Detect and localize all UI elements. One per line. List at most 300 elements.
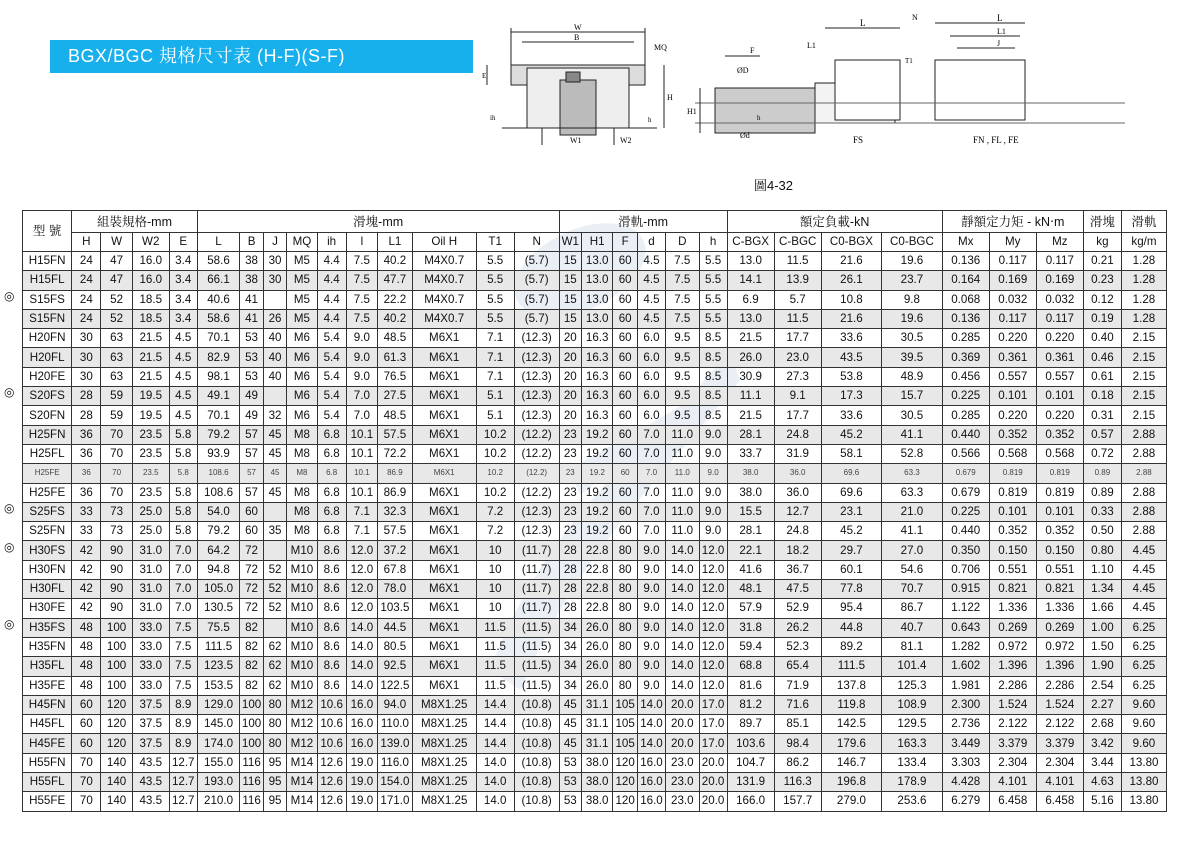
- table-cell: 7.5: [169, 637, 197, 656]
- table-cell: M6X1: [412, 502, 476, 521]
- table-cell: 12.0: [699, 676, 727, 695]
- table-cell: 0.285: [942, 406, 989, 425]
- table-cell: 16.3: [581, 367, 612, 386]
- table-cell: 26.0: [727, 348, 774, 367]
- table-cell: 163.3: [882, 734, 943, 753]
- model-cell: H25FE: [23, 464, 72, 483]
- table-cell: 82: [240, 637, 264, 656]
- table-cell: 23: [559, 464, 581, 483]
- table-cell: M4X0.7: [412, 290, 476, 309]
- table-cell: 8.6: [317, 599, 346, 618]
- table-cell: 13.80: [1121, 773, 1166, 792]
- table-cell: 1.00: [1083, 618, 1121, 637]
- table-cell: 1.122: [942, 599, 989, 618]
- table-cell: 4.5: [637, 309, 665, 328]
- table-cell: 72: [240, 541, 264, 560]
- model-cell: H45FN: [23, 695, 72, 714]
- table-cell: (11.5): [514, 657, 559, 676]
- table-cell: 57: [240, 444, 264, 463]
- column-header: kg: [1083, 233, 1121, 252]
- table-cell: 3.42: [1083, 734, 1121, 753]
- table-row: [23, 637, 1167, 656]
- table-cell: 14.0: [665, 637, 699, 656]
- table-cell: 0.440: [942, 425, 989, 444]
- table-cell: 23: [559, 444, 581, 463]
- table-cell: (10.8): [514, 715, 559, 734]
- table-cell: 42: [72, 599, 101, 618]
- table-cell: 2.54: [1083, 676, 1121, 695]
- table-cell: 33: [72, 522, 101, 541]
- table-cell: 22.8: [581, 541, 612, 560]
- table-cell: 66.1: [197, 271, 240, 290]
- column-header: Mz: [1036, 233, 1083, 252]
- table-row: [23, 464, 1167, 483]
- table-cell: (5.7): [514, 252, 559, 271]
- column-header: C-BGX: [727, 233, 774, 252]
- table-cell: 52.3: [774, 637, 821, 656]
- table-cell: 9.0: [637, 618, 665, 637]
- table-cell: 60: [72, 695, 101, 714]
- table-cell: 2.304: [1036, 753, 1083, 772]
- table-cell: 69.6: [821, 483, 881, 502]
- label-FN-FL-FE: FN , FL , FE: [973, 135, 1019, 145]
- table-cell: 19.0: [346, 792, 377, 811]
- table-cell: 53: [559, 792, 581, 811]
- table-cell: 23.0: [665, 753, 699, 772]
- table-cell: 116.3: [774, 773, 821, 792]
- table-cell: 10.2: [476, 464, 514, 483]
- table-cell: 10: [476, 541, 514, 560]
- table-cell: 20: [559, 387, 581, 406]
- table-cell: 60: [613, 464, 638, 483]
- table-cell: 22.1: [727, 541, 774, 560]
- table-cell: 23.0: [665, 773, 699, 792]
- table-cell: 7.0: [346, 387, 377, 406]
- table-cell: 4.4: [317, 252, 346, 271]
- table-cell: 70: [101, 464, 132, 483]
- table-cell: M10: [287, 618, 317, 637]
- table-cell: 62: [263, 676, 287, 695]
- table-cell: 0.350: [942, 541, 989, 560]
- table-cell: 0.706: [942, 560, 989, 579]
- table-cell: 33.0: [132, 637, 169, 656]
- table-cell: 7.0: [637, 425, 665, 444]
- table-cell: M8: [287, 483, 317, 502]
- table-cell: M6X1: [412, 329, 476, 348]
- table-cell: 6.25: [1121, 618, 1166, 637]
- table-cell: 34: [559, 637, 581, 656]
- table-cell: 1.28: [1121, 290, 1166, 309]
- table-cell: 80: [613, 580, 638, 599]
- column-header: h: [699, 233, 727, 252]
- table-cell: 11.5: [476, 657, 514, 676]
- model-cell: S15FN: [23, 309, 72, 328]
- table-cell: 105: [613, 695, 638, 714]
- table-cell: 23.0: [665, 792, 699, 811]
- table-cell: 80: [263, 715, 287, 734]
- table-cell: 59: [101, 387, 132, 406]
- table-cell: 7.5: [169, 618, 197, 637]
- table-cell: 17.3: [821, 387, 881, 406]
- table-cell: (10.8): [514, 792, 559, 811]
- table-cell: M6X1: [412, 444, 476, 463]
- table-cell: 5.1: [476, 387, 514, 406]
- table-cell: 0.101: [1036, 502, 1083, 521]
- table-cell: 0.220: [989, 406, 1036, 425]
- table-cell: 80: [613, 599, 638, 618]
- table-cell: 86.9: [378, 483, 413, 502]
- table-cell: M8X1.25: [412, 792, 476, 811]
- model-cell: H45FL: [23, 715, 72, 734]
- page-title: BGX/BGC 規格尺寸表 (H-F)(S-F): [50, 40, 473, 73]
- table-cell: 0.352: [1036, 522, 1083, 541]
- table-cell: 30: [263, 271, 287, 290]
- table-cell: 12.0: [346, 580, 377, 599]
- table-cell: 16.0: [346, 734, 377, 753]
- table-cell: 38: [240, 271, 264, 290]
- dim-label-T1: T1: [905, 57, 913, 65]
- table-cell: 19.5: [132, 387, 169, 406]
- table-cell: 0.220: [989, 329, 1036, 348]
- table-cell: 17.0: [699, 734, 727, 753]
- table-cell: 100: [240, 715, 264, 734]
- table-cell: 38.0: [581, 773, 612, 792]
- dim-label-L1-right: L1: [997, 27, 1006, 36]
- table-cell: 20.0: [665, 734, 699, 753]
- table-cell: [263, 541, 287, 560]
- table-cell: M6X1: [412, 657, 476, 676]
- table-cell: (12.3): [514, 387, 559, 406]
- table-cell: 6.0: [637, 367, 665, 386]
- table-cell: 2.88: [1121, 522, 1166, 541]
- table-cell: 6.279: [942, 792, 989, 811]
- table-cell: 22.8: [581, 599, 612, 618]
- table-cell: 0.819: [989, 483, 1036, 502]
- table-cell: 28: [559, 560, 581, 579]
- table-cell: 10.6: [317, 695, 346, 714]
- table-cell: M8X1.25: [412, 753, 476, 772]
- table-cell: 0.46: [1083, 348, 1121, 367]
- table-cell: 4.45: [1121, 560, 1166, 579]
- table-cell: 0.557: [1036, 367, 1083, 386]
- table-cell: 0.225: [942, 387, 989, 406]
- table-cell: 5.5: [699, 290, 727, 309]
- table-row: [23, 580, 1167, 599]
- table-cell: 9.5: [665, 367, 699, 386]
- dim-label-MQ: MQ: [654, 43, 667, 52]
- table-cell: 64.2: [197, 541, 240, 560]
- table-cell: 44.5: [378, 618, 413, 637]
- table-cell: 82.9: [197, 348, 240, 367]
- table-cell: 41: [240, 309, 264, 328]
- table-cell: 8.6: [317, 676, 346, 695]
- table-cell: 16.0: [346, 695, 377, 714]
- table-row: [23, 367, 1167, 386]
- table-cell: 16.0: [637, 753, 665, 772]
- table-cell: M6: [287, 329, 317, 348]
- table-cell: 0.89: [1083, 483, 1121, 502]
- table-cell: 0.821: [1036, 580, 1083, 599]
- table-cell: 92.5: [378, 657, 413, 676]
- table-cell: 196.8: [821, 773, 881, 792]
- table-cell: 35: [263, 522, 287, 541]
- table-cell: 0.150: [1036, 541, 1083, 560]
- table-cell: 18.5: [132, 309, 169, 328]
- table-cell: 52: [101, 290, 132, 309]
- table-cell: 119.8: [821, 695, 881, 714]
- table-cell: 4.5: [637, 290, 665, 309]
- table-cell: 14.1: [727, 271, 774, 290]
- table-row: [23, 329, 1167, 348]
- table-cell: 86.2: [774, 753, 821, 772]
- table-cell: 2.88: [1121, 425, 1166, 444]
- table-row: [23, 657, 1167, 676]
- column-header: W: [101, 233, 132, 252]
- table-cell: 110.0: [378, 715, 413, 734]
- table-cell: 15.5: [727, 502, 774, 521]
- table-cell: 81.6: [727, 676, 774, 695]
- column-header: kg/m: [1121, 233, 1166, 252]
- table-cell: 24.8: [774, 522, 821, 541]
- table-cell: 103.5: [378, 599, 413, 618]
- table-cell: 0.101: [989, 502, 1036, 521]
- table-cell: 14.0: [665, 541, 699, 560]
- header-load: 額定負載-kN: [727, 211, 942, 233]
- table-cell: 0.136: [942, 309, 989, 328]
- table-cell: 0.032: [1036, 290, 1083, 309]
- model-cell: H35FE: [23, 676, 72, 695]
- table-cell: 122.5: [378, 676, 413, 695]
- table-cell: 10.6: [317, 734, 346, 753]
- table-cell: 41.1: [882, 522, 943, 541]
- table-row: [23, 483, 1167, 502]
- table-cell: 3.4: [169, 271, 197, 290]
- table-cell: 9.0: [637, 676, 665, 695]
- table-cell: 13.0: [581, 290, 612, 309]
- table-cell: 26.0: [581, 637, 612, 656]
- table-cell: 44.8: [821, 618, 881, 637]
- table-cell: 23.5: [132, 483, 169, 502]
- table-cell: 1.34: [1083, 580, 1121, 599]
- table-cell: 49: [240, 406, 264, 425]
- table-cell: 43.5: [132, 753, 169, 772]
- table-cell: 12.0: [699, 637, 727, 656]
- table-cell: 48.9: [882, 367, 943, 386]
- table-cell: 20.0: [699, 792, 727, 811]
- table-cell: M6: [287, 406, 317, 425]
- table-cell: 52: [263, 599, 287, 618]
- table-cell: 82: [240, 657, 264, 676]
- table-cell: 9.0: [637, 541, 665, 560]
- table-cell: 60: [613, 425, 638, 444]
- table-cell: 4.5: [169, 367, 197, 386]
- table-cell: [263, 387, 287, 406]
- table-cell: 5.5: [476, 290, 514, 309]
- table-cell: 28: [72, 387, 101, 406]
- table-cell: 78.0: [378, 580, 413, 599]
- table-cell: 30.9: [727, 367, 774, 386]
- table-cell: 36: [72, 425, 101, 444]
- table-cell: 12.0: [346, 541, 377, 560]
- table-cell: 26.0: [581, 618, 612, 637]
- table-cell: M5: [287, 290, 317, 309]
- table-cell: (5.7): [514, 290, 559, 309]
- table-cell: 12.0: [699, 541, 727, 560]
- dim-label-W: W: [574, 23, 582, 32]
- table-row: [23, 309, 1167, 328]
- table-cell: 24: [72, 290, 101, 309]
- table-cell: 90: [101, 560, 132, 579]
- table-cell: 59.4: [727, 637, 774, 656]
- table-cell: 10: [476, 580, 514, 599]
- table-cell: 60: [613, 406, 638, 425]
- table-cell: 11.0: [665, 483, 699, 502]
- table-cell: 6.458: [1036, 792, 1083, 811]
- table-cell: 16.3: [581, 387, 612, 406]
- table-cell: 31.0: [132, 560, 169, 579]
- table-cell: 28.1: [727, 522, 774, 541]
- table-cell: 40: [263, 348, 287, 367]
- table-cell: 16.0: [132, 271, 169, 290]
- table-cell: 0.220: [1036, 406, 1083, 425]
- table-cell: 100: [101, 676, 132, 695]
- table-cell: 72.2: [378, 444, 413, 463]
- table-cell: M6X1: [412, 618, 476, 637]
- table-cell: 2.88: [1121, 483, 1166, 502]
- table-cell: 1.981: [942, 676, 989, 695]
- table-cell: 16.3: [581, 348, 612, 367]
- table-cell: 45: [559, 715, 581, 734]
- table-cell: (10.8): [514, 773, 559, 792]
- short-block-mark: ◎: [4, 616, 15, 631]
- table-cell: M6X1: [412, 522, 476, 541]
- table-cell: 95: [263, 773, 287, 792]
- dim-label-L1: L1: [807, 41, 816, 50]
- table-cell: 52: [263, 580, 287, 599]
- table-cell: 100: [240, 734, 264, 753]
- table-cell: 8.5: [699, 387, 727, 406]
- table-cell: 21.0: [882, 502, 943, 521]
- table-cell: 1.28: [1121, 271, 1166, 290]
- table-cell: 1.336: [1036, 599, 1083, 618]
- table-cell: 108.6: [197, 464, 240, 483]
- table-cell: 48.1: [727, 580, 774, 599]
- table-cell: [263, 618, 287, 637]
- table-cell: 116: [240, 773, 264, 792]
- table-cell: 4.45: [1121, 541, 1166, 560]
- table-cell: 9.0: [637, 637, 665, 656]
- model-cell: H20FE: [23, 367, 72, 386]
- table-cell: 73: [101, 522, 132, 541]
- column-header: Mx: [942, 233, 989, 252]
- table-cell: 7.0: [169, 541, 197, 560]
- table-cell: 7.5: [665, 309, 699, 328]
- table-cell: (11.5): [514, 618, 559, 637]
- model-cell: H25FL: [23, 444, 72, 463]
- table-cell: 38.0: [727, 464, 774, 483]
- table-cell: 5.4: [317, 329, 346, 348]
- table-cell: 38.0: [581, 753, 612, 772]
- table-cell: 33.6: [821, 406, 881, 425]
- table-cell: M10: [287, 599, 317, 618]
- table-cell: 57.5: [378, 522, 413, 541]
- figure-caption: 圖4-32: [754, 178, 794, 193]
- table-cell: 0.269: [1036, 618, 1083, 637]
- table-cell: 4.5: [169, 348, 197, 367]
- column-header: B: [240, 233, 264, 252]
- table-cell: 2.88: [1121, 444, 1166, 463]
- table-cell: 0.819: [989, 464, 1036, 483]
- table-cell: 33: [72, 502, 101, 521]
- table-cell: (12.2): [514, 444, 559, 463]
- table-cell: 8.6: [317, 657, 346, 676]
- table-cell: 49: [240, 387, 264, 406]
- table-cell: 111.5: [197, 637, 240, 656]
- table-cell: 62: [263, 657, 287, 676]
- table-cell: 7.5: [346, 290, 377, 309]
- table-cell: 10.1: [346, 464, 377, 483]
- table-cell: 14.0: [637, 695, 665, 714]
- table-cell: M6X1: [412, 464, 476, 483]
- table-cell: 0.915: [942, 580, 989, 599]
- table-cell: 23: [559, 425, 581, 444]
- table-cell: 40: [263, 329, 287, 348]
- table-cell: 23.7: [882, 271, 943, 290]
- table-cell: 25.0: [132, 522, 169, 541]
- table-cell: 8.5: [699, 406, 727, 425]
- table-cell: 60: [613, 367, 638, 386]
- table-cell: 95.4: [821, 599, 881, 618]
- table-cell: 14.0: [665, 618, 699, 637]
- table-cell: 16.0: [637, 773, 665, 792]
- column-header-row: [23, 233, 1167, 252]
- table-cell: 153.5: [197, 676, 240, 695]
- table-cell: (10.8): [514, 734, 559, 753]
- table-cell: 60: [613, 309, 638, 328]
- table-cell: 14.0: [476, 753, 514, 772]
- table-cell: 120: [101, 695, 132, 714]
- table-cell: 0.566: [942, 444, 989, 463]
- model-cell: H25FN: [23, 425, 72, 444]
- table-cell: 8.6: [317, 580, 346, 599]
- table-cell: 125.3: [882, 676, 943, 695]
- table-cell: 1.336: [989, 599, 1036, 618]
- table-cell: M6X1: [412, 560, 476, 579]
- table-cell: 14.4: [476, 715, 514, 734]
- table-cell: 105: [613, 715, 638, 734]
- table-cell: 80: [613, 657, 638, 676]
- table-cell: 5.4: [317, 367, 346, 386]
- table-cell: 19.6: [882, 309, 943, 328]
- column-header: W1: [559, 233, 581, 252]
- table-cell: 9.60: [1121, 734, 1166, 753]
- table-cell: 5.8: [169, 464, 197, 483]
- model-cell: H30FE: [23, 599, 72, 618]
- header-rail: 滑軌-mm: [559, 211, 727, 233]
- table-cell: 16.0: [346, 715, 377, 734]
- table-cell: 146.7: [821, 753, 881, 772]
- table-cell: 37.5: [132, 695, 169, 714]
- table-cell: 7.2: [476, 522, 514, 541]
- table-cell: 3.4: [169, 290, 197, 309]
- dim-label-L-right: L: [997, 13, 1003, 23]
- table-cell: 0.568: [989, 444, 1036, 463]
- table-cell: 5.5: [699, 271, 727, 290]
- table-cell: 154.0: [378, 773, 413, 792]
- dim-label-ih: ih: [490, 114, 496, 122]
- table-cell: 41.1: [882, 425, 943, 444]
- table-row: [23, 753, 1167, 772]
